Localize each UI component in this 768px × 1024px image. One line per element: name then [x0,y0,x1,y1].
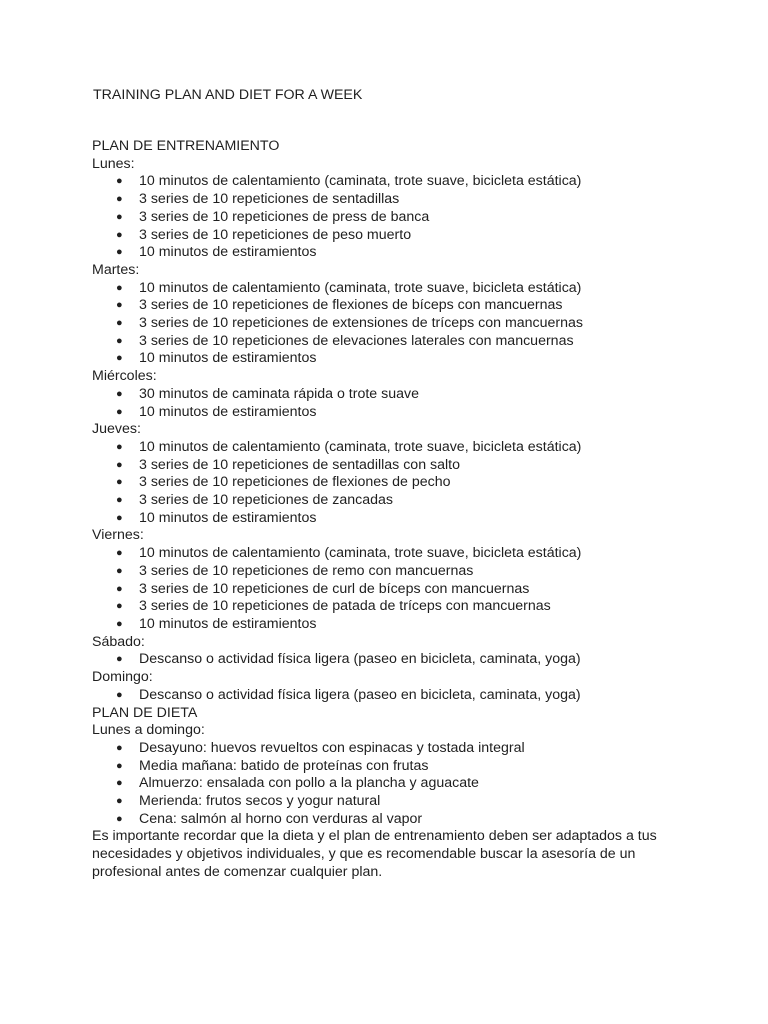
exercise-list [92,173,692,262]
list-item-text: Descanso o actividad física ligera (paseo en bicicleta, caminata, yoga) [139,651,581,668]
exercise-item [92,563,692,581]
bullet-icon: ● [116,352,123,365]
exercise-list [92,651,692,669]
exercise-item [92,581,692,599]
list-item-text: 3 series de 10 repeticiones de remo con mancuernas [139,562,474,579]
training-days [92,156,692,705]
list-item-text: 10 minutos de calentamiento (caminata, trote suave, bicicleta estática) [139,438,582,455]
bullet-icon: ● [116,387,123,400]
exercise-item [92,439,692,457]
list-item-text: 10 minutos de estiramientos [139,403,317,420]
exercise-list [92,439,692,528]
bullet-icon: ● [116,440,123,453]
bullet-icon: ● [116,741,123,754]
exercise-item [92,598,692,616]
meal-item [92,740,692,758]
list-item-text: 10 minutos de calentamiento (caminata, trote suave, bicicleta estática) [139,545,582,562]
document-title: TRAINING PLAN AND DIET FOR A WEEK [93,87,363,103]
meal-item [92,793,692,811]
list-item-text: Desayuno: huevos revueltos con espinacas y tostada integral [139,739,525,756]
exercise-item [92,333,692,351]
bullet-icon: ● [116,210,123,223]
list-item-text: 3 series de 10 repeticiones de flexiones de bíceps con mancuernas [139,297,563,314]
bullet-icon: ● [116,246,123,259]
exercise-list [92,545,692,634]
exercise-item [92,244,692,262]
exercise-item [92,280,692,298]
bullet-icon: ● [116,617,123,630]
list-item-text: 3 series de 10 repeticiones de flexiones de pecho [139,474,451,491]
list-item-text: 3 series de 10 repeticiones de sentadillas con salto [139,456,460,473]
day-label: Miércoles: [92,368,157,385]
diet-list [92,740,692,829]
list-item-text: Media mañana: batido de proteínas con frutas [139,757,429,774]
list-item-text: 3 series de 10 repeticiones de press de banca [139,208,430,225]
list-item-text: 30 minutos de caminata rápida o trote suave [139,385,419,402]
bullet-icon: ● [116,547,123,560]
list-item-text: 10 minutos de estiramientos [139,350,317,367]
list-item-text: 3 series de 10 repeticiones de extensiones de tríceps con mancuernas [139,315,584,332]
bullet-icon: ● [116,795,123,808]
bullet-icon: ● [116,228,123,241]
list-item-text: Descanso o actividad física ligera (paseo en bicicleta, caminata, yoga) [139,686,581,703]
day-label: Viernes: [92,527,144,544]
exercise-item [92,404,692,422]
bullet-icon: ● [116,759,123,772]
bullet-icon: ● [116,299,123,312]
exercise-item [92,687,692,705]
list-item-text: 3 series de 10 repeticiones de curl de bíceps con mancuernas [139,580,530,597]
training-day [92,669,692,704]
exercise-item [92,651,692,669]
list-item-text: 3 series de 10 repeticiones de patada de tríceps con mancuernas [139,598,551,615]
bullet-icon: ● [116,564,123,577]
list-item-text: 10 minutos de estiramientos [139,244,317,261]
list-item-text: Merienda: frutos secos y yogur natural [139,793,381,810]
bullet-icon: ● [116,600,123,613]
exercise-list [92,386,692,421]
meal-item [92,775,692,793]
day-label: Sábado: [92,633,145,650]
day-label: Martes: [92,261,140,278]
list-item-text: 10 minutos de calentamiento (caminata, trote suave, bicicleta estática) [139,279,582,296]
day-label: Jueves: [92,421,141,438]
list-item-text: 3 series de 10 repeticiones de peso muerto [139,226,412,243]
bullet-icon: ● [116,458,123,471]
exercise-item [92,474,692,492]
closing-paragraph: Es importante recordar que la dieta y el plan de entrenamiento deben ser adaptados a tus necesidades y objetivos individuales, y que es recomendable buscar la asesoría de un profesional antes de comenzar cualquier plan. [92,828,657,880]
bullet-icon: ● [116,812,123,825]
bullet-icon: ● [116,511,123,524]
exercise-item [92,191,692,209]
exercise-item [92,545,692,563]
list-item-text: 10 minutos de estiramientos [139,615,317,632]
day-label: Lunes: [92,155,135,172]
bullet-icon: ● [116,653,123,666]
exercise-item [92,227,692,245]
bullet-icon: ● [116,688,123,701]
exercise-item [92,350,692,368]
training-day [92,262,692,368]
bullet-icon: ● [116,777,123,790]
list-item-text: 10 minutos de calentamiento (caminata, trote suave, bicicleta estática) [139,173,582,190]
day-label: Domingo: [92,669,153,686]
training-plan-heading: PLAN DE ENTRENAMIENTO [92,138,280,154]
document-content [92,138,692,882]
exercise-item [92,457,692,475]
list-item-text: Cena: salmón al horno con verduras al vapor [139,810,423,827]
training-day [92,368,692,421]
diet-days-label: Lunes a domingo: [92,722,205,739]
bullet-icon: ● [116,582,123,595]
training-day [92,156,692,262]
meal-item [92,758,692,776]
meal-item [92,811,692,829]
bullet-icon: ● [116,281,123,294]
exercise-list [92,687,692,705]
bullet-icon: ● [116,405,123,418]
exercise-item [92,386,692,404]
bullet-icon: ● [116,476,123,489]
list-item-text: 3 series de 10 repeticiones de elevaciones laterales con mancuernas [139,332,574,349]
training-day [92,527,692,633]
exercise-item [92,616,692,634]
bullet-icon: ● [116,317,123,330]
bullet-icon: ● [116,494,123,507]
list-item-text: 3 series de 10 repeticiones de sentadillas [139,191,400,208]
exercise-item [92,209,692,227]
bullet-icon: ● [116,193,123,206]
exercise-item [92,315,692,333]
exercise-item [92,510,692,528]
exercise-list [92,280,692,369]
training-day [92,634,692,669]
exercise-item [92,297,692,315]
bullet-icon: ● [116,175,123,188]
exercise-item [92,173,692,191]
list-item-text: 10 minutos de estiramientos [139,509,317,526]
list-item-text: Almuerzo: ensalada con pollo a la plancha y aguacate [139,775,479,792]
diet-plan-heading: PLAN DE DIETA [92,704,198,721]
exercise-item [92,492,692,510]
training-day [92,421,692,527]
list-item-text: 3 series de 10 repeticiones de zancadas [139,492,393,509]
bullet-icon: ● [116,334,123,347]
